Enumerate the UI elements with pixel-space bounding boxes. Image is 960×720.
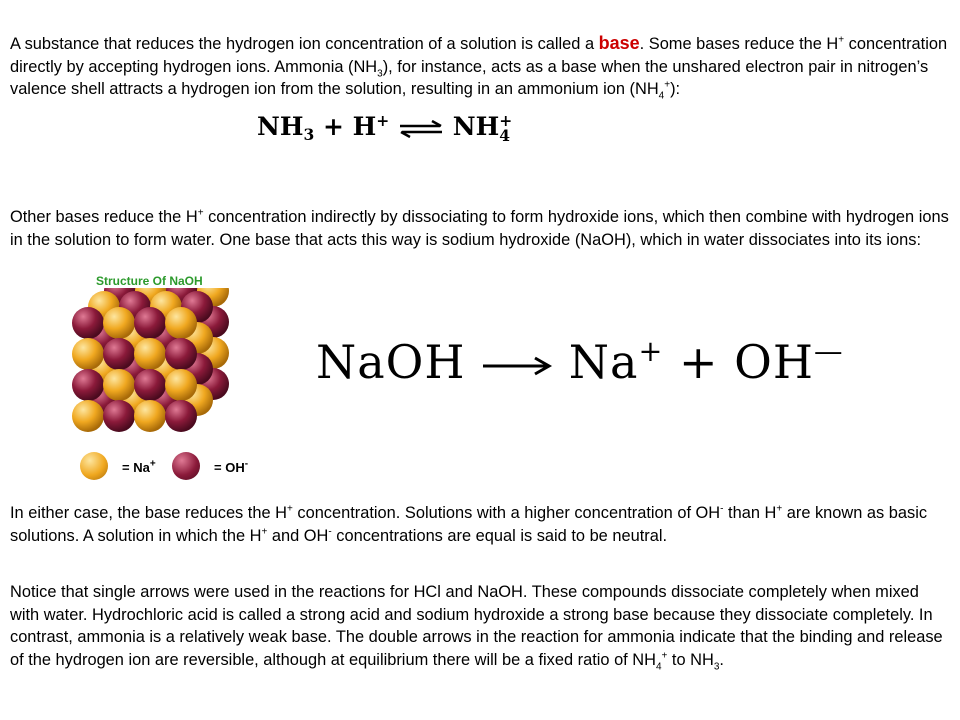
- text-run: . Some bases reduce the H: [639, 35, 839, 53]
- sodium-ion: [72, 400, 104, 432]
- text-run: to NH: [667, 651, 714, 670]
- superscript: -: [244, 458, 249, 470]
- subscript: 3: [713, 661, 720, 673]
- paragraph-base-definition: [10, 32, 950, 101]
- eq-superscript: —: [813, 334, 844, 368]
- text-run: Other bases reduce the H: [10, 208, 198, 226]
- superscript: +: [661, 650, 668, 662]
- text-run: than H: [723, 504, 777, 522]
- eq-term: NH: [452, 112, 500, 141]
- text-run: ):: [670, 80, 681, 99]
- sodium-ion: [103, 369, 135, 401]
- text-run: are known as basic solutions. A solution in which the H: [10, 504, 928, 545]
- eq-subscript: 3: [303, 125, 315, 145]
- superscript: +: [197, 207, 204, 219]
- hydroxide-ion: [103, 400, 135, 432]
- eq-term: OH: [734, 335, 814, 389]
- text-run: concentration. Solutions with a higher concentration of OH: [292, 504, 721, 522]
- sodium-ion: [72, 338, 104, 370]
- superscript: +: [664, 79, 671, 91]
- eq-superscript: +: [638, 334, 664, 368]
- sodium-ion: [134, 400, 166, 432]
- superscript: +: [776, 503, 783, 515]
- eq-term: Na: [568, 335, 639, 389]
- sodium-ion: [165, 369, 197, 401]
- text-run: A substance that reduces the hydrogen ion concentration of a solution is called a: [10, 35, 599, 53]
- eq-subscript: 4: [499, 125, 511, 145]
- hydroxide-ion-icon: [172, 452, 200, 480]
- legend-oh: [214, 460, 248, 475]
- equilibrium-arrow-icon: [398, 120, 444, 138]
- legend-na: [122, 460, 156, 475]
- superscript: -: [328, 526, 332, 538]
- eq-plus: +: [323, 112, 344, 141]
- eq-superscript: +: [499, 110, 513, 130]
- text-run: and OH: [267, 526, 329, 545]
- paragraph-strong-weak: [10, 581, 950, 672]
- sodium-ion: [134, 338, 166, 370]
- text-run: .: [719, 651, 724, 670]
- legend-label: = OH: [214, 460, 245, 475]
- eq-term: NaOH: [316, 335, 466, 389]
- naoh-dissociation-equation: [316, 335, 844, 389]
- text-run: In either case, the base reduces the H: [10, 504, 287, 522]
- subscript: 4: [655, 661, 662, 673]
- text-run: concentrations are equal is said to be neutral.: [331, 526, 668, 545]
- superscript: +: [261, 526, 268, 538]
- sodium-ion: [103, 307, 135, 339]
- hydroxide-ion: [72, 307, 104, 339]
- text-run: Notice that single arrows were used in the reactions for HCl and NaOH. These compounds dissociate completely when mixed with water. Hydrochloric acid is called a strong acid and sodium hydroxide a strong base because they dissociate completely. In contrast, ammonia is a relatively weak base. The double arrows in the reaction for ammonia indicate that the binding and release of the hydrogen ion are reversible, although at equilibrium there will be a fixed ratio of NH: [10, 583, 943, 670]
- paragraph-indirect-bases: [10, 206, 950, 251]
- subscript: 4: [658, 90, 665, 102]
- hydroxide-ion: [103, 338, 135, 370]
- ammonia-equation: [257, 112, 512, 143]
- eq-term: H: [352, 112, 377, 141]
- hydroxide-ion: [165, 338, 197, 370]
- sodium-ion-icon: [80, 452, 108, 480]
- superscript: -: [720, 503, 724, 515]
- hydroxide-ion: [72, 369, 104, 401]
- sodium-ion: [165, 307, 197, 339]
- hydroxide-ion: [134, 307, 166, 339]
- superscript: +: [286, 503, 293, 515]
- legend-label: = Na: [122, 460, 150, 475]
- text-run: concentration indirectly by dissociating to form hydroxide ions, which then combine with hydrogen ions in the solution to form water. One base that acts this way is sodium hydroxide (NaOH), which in water dissociates into its ions:: [10, 208, 949, 249]
- subscript: 3: [377, 67, 383, 79]
- eq-plus: +: [678, 335, 719, 389]
- paragraph-basic-solutions: [10, 502, 950, 547]
- hydroxide-ion: [165, 400, 197, 432]
- figure-title: Structure Of NaOH: [96, 274, 203, 288]
- text-run: ), for instance, acts as a base when the unshared electron pair in nitrogen’s valence shell attracts a hydrogen ion from the solution, resulting in an ammonium ion (NH: [10, 57, 929, 99]
- base-term: base: [598, 33, 640, 53]
- superscript: +: [838, 34, 845, 46]
- naoh-crystal-structure: [62, 288, 262, 438]
- superscript: +: [149, 458, 156, 470]
- hydroxide-ion: [134, 369, 166, 401]
- text-run: concentration directly by accepting hydrogen ions. Ammonia (NH: [10, 35, 948, 76]
- eq-superscript: +: [376, 110, 390, 130]
- eq-term: NH: [257, 112, 304, 141]
- right-arrow-icon: [481, 355, 553, 377]
